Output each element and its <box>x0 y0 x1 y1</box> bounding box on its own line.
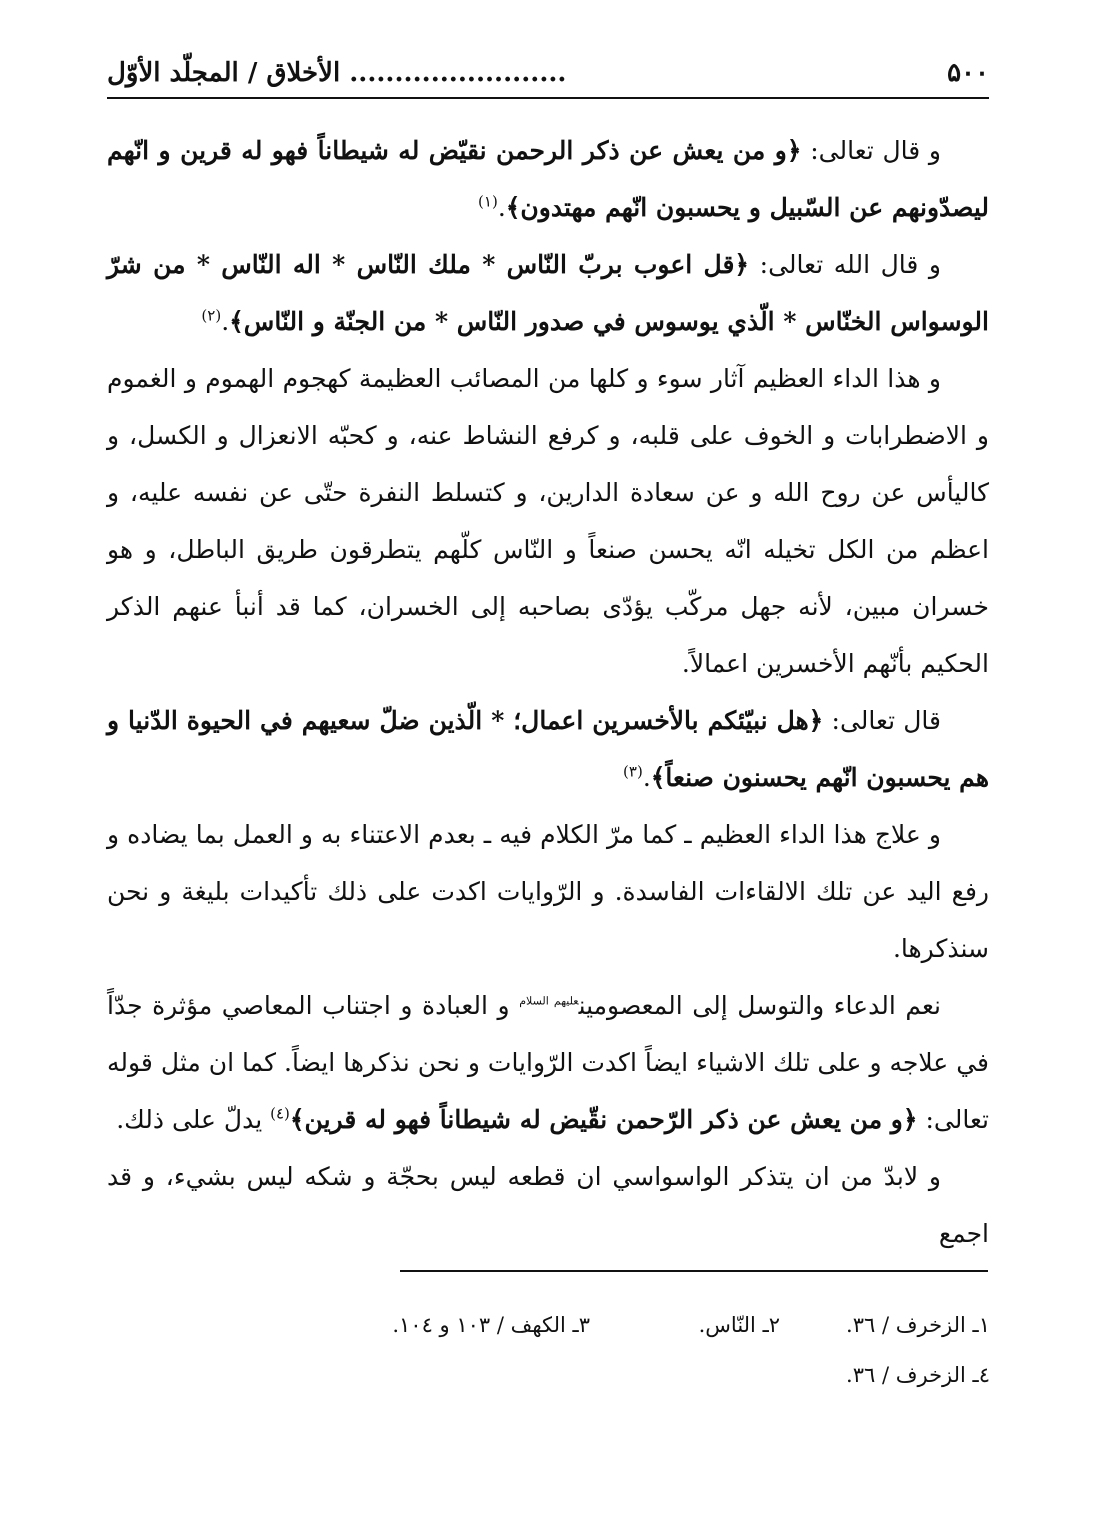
footnote-1 <box>780 1300 990 1350</box>
paragraph-2 <box>107 236 989 350</box>
paragraph-4 <box>107 692 989 806</box>
paragraph-5: و علاج هذا الداء العظيم ـ كما مرّ الكلام فيه ـ بعدم الاعتناء به و العمل بما يضاده و رفع اليد عن تلك الالقاءات الفاسدة. و الرّوايات اكدت على ذلك تأكيدات بليغة و نحن سنذكرها. <box>107 820 989 963</box>
footnote-4 <box>780 1350 990 1400</box>
footnote-ref-4: (٤) <box>270 1104 290 1123</box>
footnote-divider <box>400 1270 988 1272</box>
paragraph-6-tail: يدلّ على ذلك. <box>116 1105 271 1134</box>
page-number: ۵۰۰ <box>947 58 989 88</box>
paragraph-6 <box>107 977 989 1148</box>
paragraph-6-body: و العبادة و اجتناب المعاصي مؤثرة جدّاً في علاجه و على تلك الاشياء ايضاً اكدت الرّوايات و نحن نذكرها ايضاً. كما ان مثل قوله تعالى: <box>107 991 989 1134</box>
footnote-4-number: ٤ <box>978 1363 990 1387</box>
footnote-1-number: ١ <box>978 1313 990 1337</box>
paragraph-4-tail: . <box>642 763 651 792</box>
paragraph-2-tail: . <box>221 307 230 336</box>
quran-verse-2: ﴿قل اعوب بربّ النّاس * ملك النّاس * اله النّاس * من شرّ الوسواس الخنّاس * الّذي يوسوس في صدور النّاس * من الجنّة و النّاس﴾ <box>107 250 989 336</box>
running-title: ........................ الأخلاق / المجلّد الأوّل <box>107 58 567 88</box>
paragraph-4-lead: قال تعالى: <box>823 706 941 735</box>
footnote-3-number: ٣ <box>578 1313 590 1337</box>
footnote-row-2 <box>300 1350 990 1400</box>
footnote-ref-3: (٣) <box>623 762 643 781</box>
footnote-3 <box>330 1300 590 1350</box>
quran-verse-4: ﴿و من يعش عن ذكر الرّحمن نقّيض له شيطاناً فهو له قرين﴾ <box>289 1105 918 1134</box>
honorific-glyph: عليهم السلام <box>519 994 579 1008</box>
paragraph-3: و هذا الداء العظيم آثار سوء و كلها من المصائب العظيمة كهجوم الهموم و الغموم و الاضطرابات و الخوف على قلبه، و كرفع النشاط عنه، و كحبّه الانعزال و الكسل، و كاليأس عن روح الله و عن سعادة الدارين، و كتسلط النفرة حتّى عن نفسه عليه، و اعظم من الكل تخيله انّه يحسن صنعاً و النّاس كلّهم يتطرقون طريق الباطل، و هو خسران مبين، لأنه جهل مركّب يؤدّى بصاحبه إلى الخسران، كما قد أنبأ عنهم الذكر الحكيم بأنّهم الأخسرين اعمالاً. <box>107 364 989 678</box>
header-divider <box>107 97 989 99</box>
paragraph-1-lead: و قال تعالى: <box>801 136 941 165</box>
footnote-2-text: ـ النّاس. <box>698 1313 769 1337</box>
paragraph-7: و لابدّ من ان يتذكر الواسواسي ان قطعه ليس بحجّة و شكه ليس بشيء، و قد اجمع <box>107 1162 989 1248</box>
footnote-2-number: ٢ <box>768 1313 780 1337</box>
footnote-2 <box>590 1300 780 1350</box>
main-text <box>107 122 989 1262</box>
footnote-ref-2: (٢) <box>201 306 222 325</box>
paragraph-1-tail: . <box>497 193 506 222</box>
paragraph-2-lead: و قال الله تعالى: <box>749 250 941 279</box>
paragraph-1 <box>107 122 989 236</box>
quran-verse-1: ﴿و من يعش عن ذكر الرحمن نقيّض له شيطاناً فهو له قرين و انّهم ليصدّونهم عن السّبيل و يحسبون انّهم مهتدون﴾ <box>107 136 989 222</box>
footnote-row-1 <box>300 1300 990 1350</box>
quran-verse-3: ﴿هل نبيّئكم بالأخسرين اعمال؛ * الّذين ضلّ سعيهم في الحيوة الدّنيا و هم يحسبون انّهم يحسنون صنعاً﴾ <box>107 706 989 792</box>
footnotes <box>300 1300 990 1400</box>
page-header <box>107 50 989 96</box>
paragraph-6-lead: نعم الدعاء والتوسل إلى المعصومين <box>578 991 941 1020</box>
footnote-4-text: ـ الزخرف / ٣٦. <box>846 1363 979 1387</box>
footnote-ref-1: (١) <box>478 192 498 211</box>
footnote-3-text: ـ الكهف / ١٠٣ و ١٠٤. <box>392 1313 579 1337</box>
footnote-1-text: ـ الزخرف / ٣٦. <box>846 1313 979 1337</box>
